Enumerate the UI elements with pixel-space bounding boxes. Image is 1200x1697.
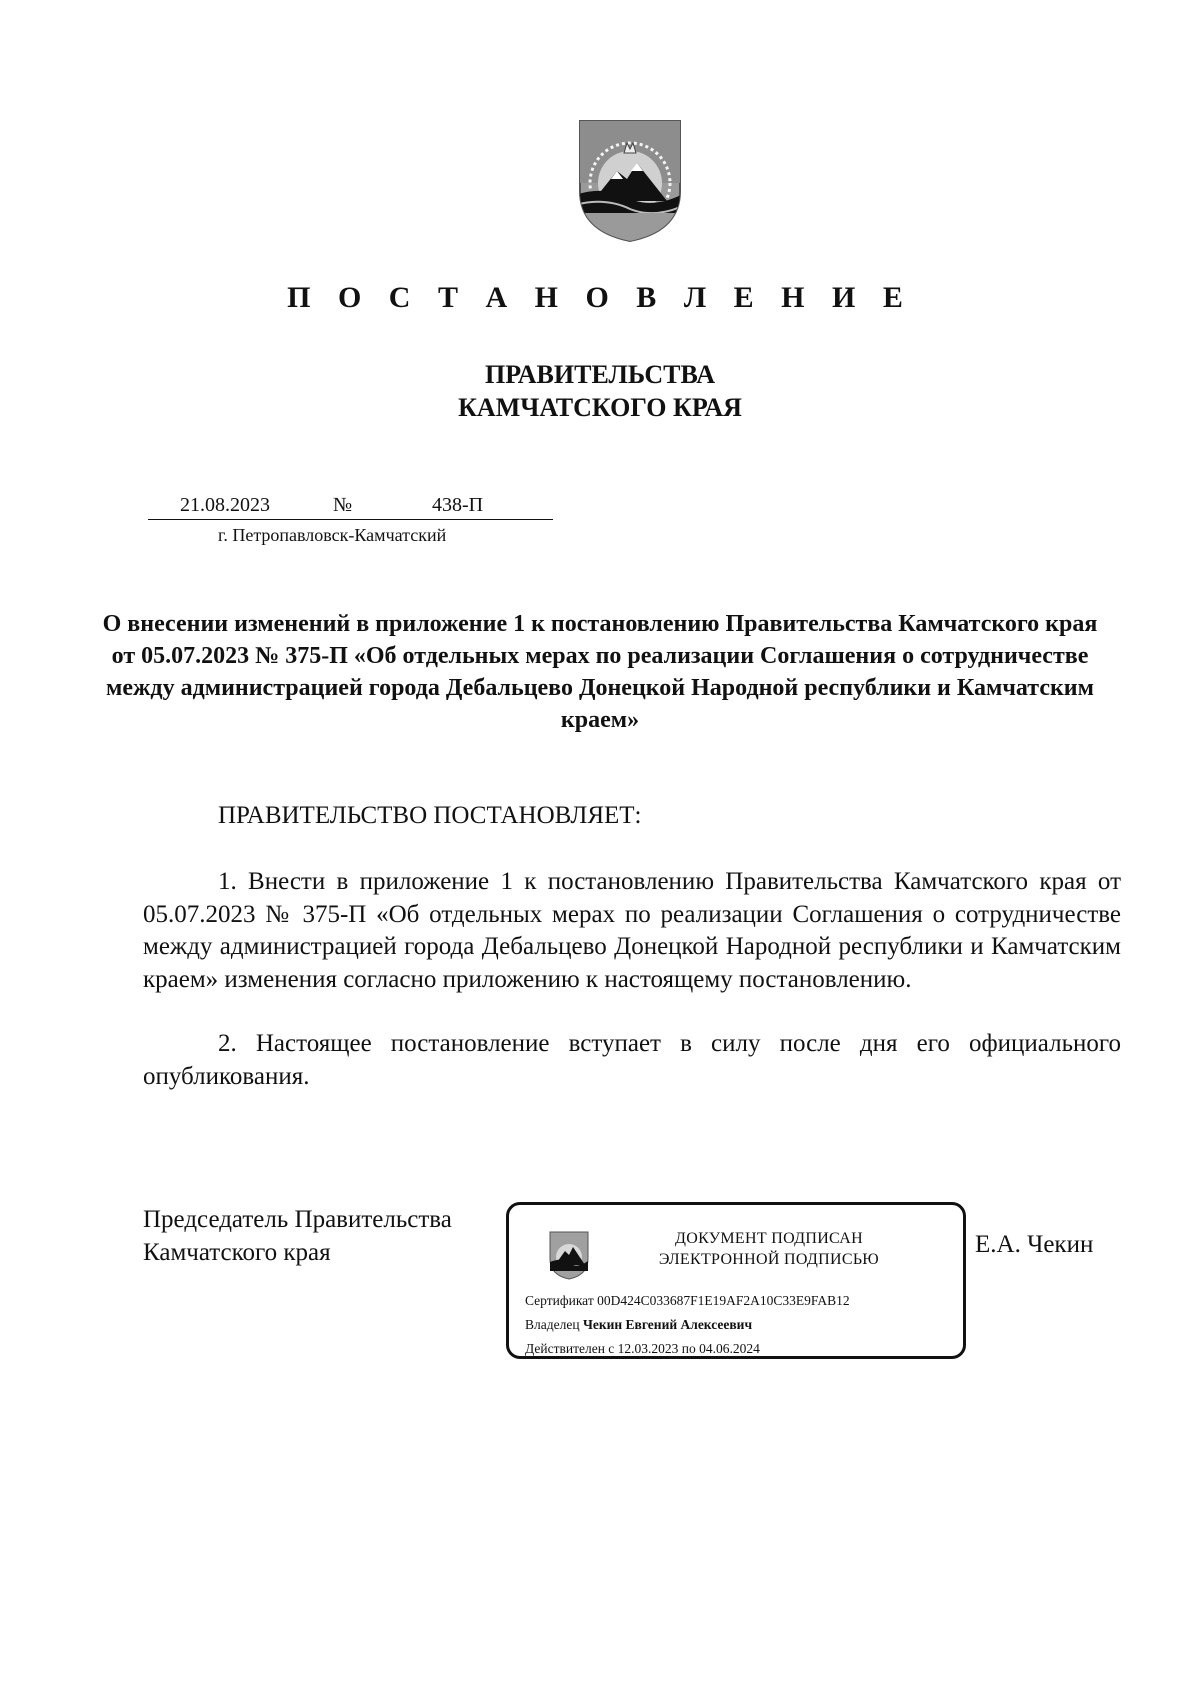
signatory-name: Е.А. Чекин: [975, 1231, 1094, 1258]
valid-from: 12.03.2023: [617, 1341, 679, 1356]
owner-line: [525, 1317, 752, 1333]
issuing-authority: [0, 358, 1200, 424]
electronic-signature-stamp: [506, 1202, 966, 1359]
stamp-title-line-1: ДОКУМЕНТ ПОДПИСАН: [675, 1230, 863, 1247]
document-number: 438-П: [432, 494, 484, 516]
valid-to-label: по: [681, 1341, 696, 1356]
validity-line: [525, 1341, 760, 1357]
certificate-line: [525, 1293, 850, 1309]
authority-line-1: ПРАВИТЕЛЬСТВА: [485, 360, 715, 389]
decree-statement: ПРАВИТЕЛЬСТВО ПОСТАНОВЛЯЕТ:: [218, 802, 642, 829]
owner-label: Владелец: [525, 1317, 580, 1332]
position-line-1: Председатель Правительства: [143, 1206, 452, 1233]
stamp-title-line-2: ЭЛЕКТРОННОЙ ПОДПИСЬЮ: [658, 1251, 880, 1268]
document-date: 21.08.2023: [180, 494, 270, 516]
valid-to: 04.06.2024: [699, 1341, 760, 1356]
paragraph-1: 1. Внести в приложение 1 к постановлению Правительства Камчатского края от 05.07.2023 № 375-П «Об отдельных мерах по реализации Соглашения о сотрудничестве между администрацией города Дебальцево Донецкой Народной республики и Камчатским краем» изменения согласно приложению к настоящему постановлению.: [143, 868, 1121, 993]
number-sign: №: [333, 494, 353, 516]
stamp-emblem-icon: [547, 1229, 591, 1281]
validity-label: Действителен с: [525, 1341, 615, 1356]
document-subject-title: О внесении изменений в приложение 1 к постановлению Правительства Камчатского края от 05.07.2023 № 375-П «Об отдельных мерах по реализации Соглашения о сотрудничестве между администрацией города Дебальцево Донецкой Народной республики и Камчатским краем»: [102, 611, 1098, 733]
paragraph-2: 2. Настоящее постановление вступает в силу после дня его официального опубликования.: [143, 1030, 1121, 1090]
authority-line-2: КАМЧАТСКОГО КРАЯ: [458, 393, 742, 422]
date-number-underline: [148, 519, 553, 520]
certificate-value: 00D424C033687F1E19AF2A10C33E9FAB12: [597, 1293, 850, 1308]
document-place: г. Петропавловск-Камчатский: [218, 525, 447, 545]
stamp-title: [619, 1228, 919, 1270]
owner-value: Чекин Евгений Алексеевич: [582, 1317, 753, 1332]
coat-of-arms-icon: [575, 113, 685, 245]
document-type-title: П О С Т А Н О В Л Е Н И Е: [287, 281, 913, 314]
signatory-position: [143, 1203, 452, 1269]
position-line-2: Камчатского края: [143, 1239, 331, 1266]
certificate-label: Сертификат: [525, 1293, 594, 1308]
